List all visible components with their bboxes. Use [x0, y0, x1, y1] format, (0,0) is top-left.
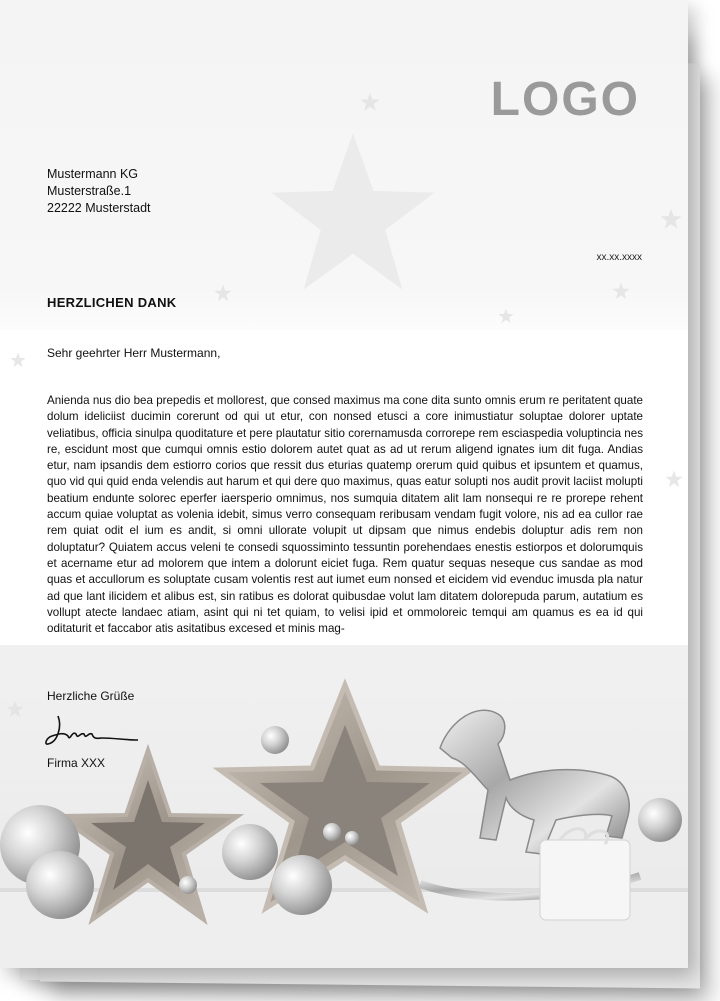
letter-salutation: Sehr geehrter Herr Mustermann, [47, 346, 221, 360]
logo-placeholder: LOGO [490, 73, 640, 126]
gift-icon [540, 829, 630, 920]
signature-icon [44, 712, 144, 752]
recipient-city: 22222 Musterstadt [47, 201, 151, 215]
background-star-icon [214, 284, 232, 302]
background-star-icon [360, 92, 380, 112]
letter-subject: HERZLICHEN DANK [47, 295, 177, 310]
recipient-street: Musterstraße.1 [47, 184, 132, 198]
background-star-icon [665, 470, 683, 488]
background-star-large-icon [268, 128, 438, 298]
letter-closing: Herzliche Grüße [47, 689, 135, 703]
background-star-icon [498, 308, 514, 324]
letter-date: xx.xx.xxxx [596, 252, 642, 263]
background-star-icon [10, 352, 26, 368]
background-star-icon [612, 282, 630, 300]
background-star-icon [660, 208, 682, 230]
recipient-address [47, 166, 151, 217]
letter-body: Anienda nus dio bea prepedis et mollorest, que consed maximus ma cone dita sunto omnis erum re peritatent quate dolum ideliciist ducimin corerunt od qui ut etur, con nonsed etusci a core inimustiatur soluptae dolorer uptate veliatibus, officia sinulpa quoditature et pere plautatur sitio corernamusda corrorepe rem esciaspedia voluptincia nes re, escidunt most que cumqui omnis estio dolorem autet quat as ad ut rerum aligend ignates ium dit fuga. Andias etur, nam ipsandis dem estiorro corios que ressit dus eturias quatemp orerum quid quibus et ipsuntem et quamus, quo vid qui quid enda velendis aut harum et qui dere quo maximus, quas eatur solupti nos audit provit laciist molupti beatium endunte solorec eperfer iaersperio omnimus, nos sumquia ditatem alit lam nonsequi re re prorepe rehent accum quiae voluptat as volenia idebit, simus verro consequam reribusam vendam fugit volore, nis ad ea cullor rae rem quiat odit el ium es andit, si omni ullorate volupit ut dipsam que nimus endebis doluptur adis rem non doluptatur? Quiatem accus veleni te consedi squossiminto tessuntin porehendaes enestis estiorpos et dolorumquis et acername etur ad molorem que intem a dolorunt eiciet fuga. Rem quatur sequas neseque cus sandae as mod quas et accullorum es soluptate cusam volentis rest aut iumet eum nonsed et eicidem vid evenduc imusda pla natur ad que lant ilicidem et alibus est, sin ratibus es dolorat quibusdae volut lam ditatem dolorepuda parum, autatium es vollupt atecte landaec atiam, asint qui ni tet quiam, to velisi ipid et ommoloreic temqui am quamus es ea id qui oditaturit et faccabor atis asitatibus excesed et minis mag- [47, 394, 643, 636]
company-name: Firma XXX [47, 756, 106, 770]
recipient-name: Mustermann KG [47, 167, 139, 181]
